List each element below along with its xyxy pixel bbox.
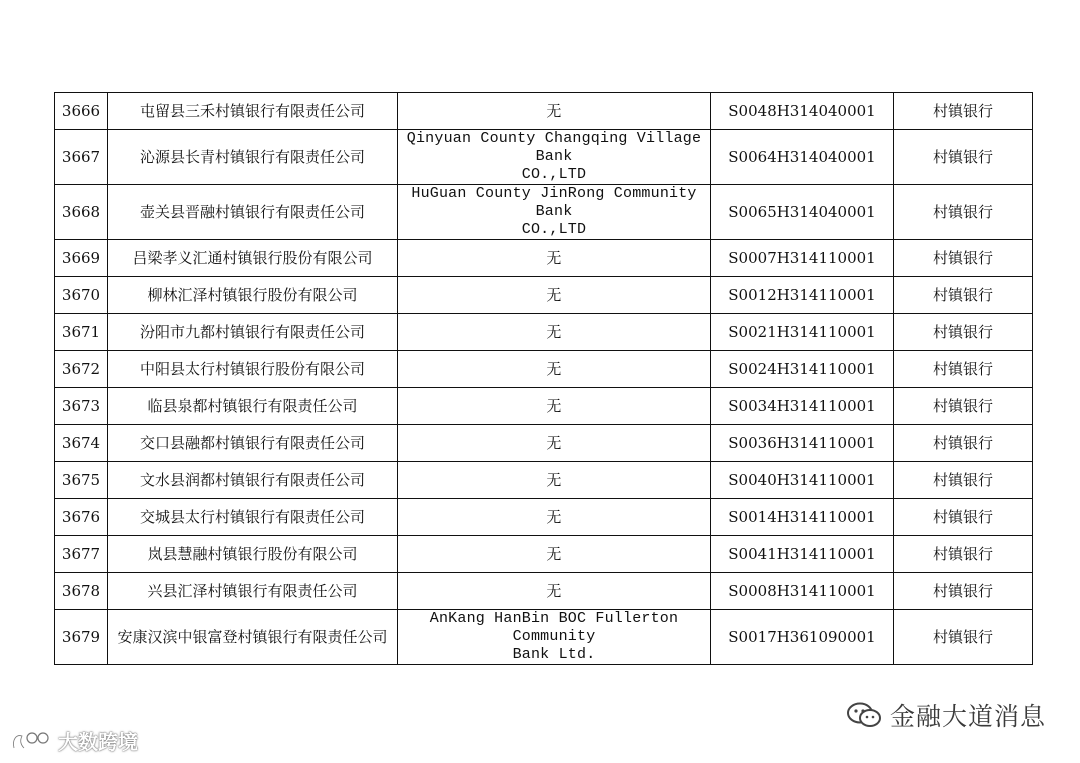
- table-row: [55, 536, 1033, 573]
- row-number-cell: 3678: [55, 573, 108, 610]
- institution-type-cell: 村镇银行: [894, 185, 1033, 240]
- english-name-line-1: 无: [546, 582, 562, 600]
- institution-type-cell: 村镇银行: [894, 277, 1033, 314]
- watermark-right: [844, 697, 1046, 733]
- chinese-name-cell: 中阳县太行村镇银行股份有限公司: [108, 351, 398, 388]
- institution-type-cell: 村镇银行: [894, 314, 1033, 351]
- institution-type-cell: 村镇银行: [894, 240, 1033, 277]
- table-row: [55, 425, 1033, 462]
- chinese-name-cell: 沁源县长青村镇银行有限责任公司: [108, 130, 398, 185]
- institution-type-cell: 村镇银行: [894, 351, 1033, 388]
- english-name-line-1: 无: [546, 471, 562, 489]
- english-name-line-1: 无: [546, 508, 562, 526]
- row-number-cell: 3679: [55, 610, 108, 665]
- row-number-cell: 3674: [55, 425, 108, 462]
- watermark-right-text: 金融大道消息: [889, 702, 1046, 731]
- chinese-name-cell: 壶关县晋融村镇银行有限责任公司: [108, 185, 398, 240]
- row-number-cell: 3677: [55, 536, 108, 573]
- table-row: [55, 314, 1033, 351]
- row-number-cell: 3673: [55, 388, 108, 425]
- institution-code-cell: S0007H314110001: [711, 240, 894, 277]
- institution-code-cell: S0048H314040001: [711, 93, 894, 130]
- english-name-cell: [398, 462, 711, 499]
- english-name-line-1: 无: [546, 249, 562, 267]
- chinese-name-cell: 安康汉滨中银富登村镇银行有限责任公司: [108, 610, 398, 665]
- english-name-line-2: CO.,LTD: [521, 221, 587, 238]
- institution-type-cell: 村镇银行: [894, 462, 1033, 499]
- row-number-cell: 3672: [55, 351, 108, 388]
- row-number-cell: 3666: [55, 93, 108, 130]
- table-row: [55, 462, 1033, 499]
- table-row: [55, 351, 1033, 388]
- english-name-cell: [398, 93, 711, 130]
- institution-type-cell: 村镇银行: [894, 93, 1033, 130]
- english-name-cell: [398, 240, 711, 277]
- row-number-cell: 3675: [55, 462, 108, 499]
- institution-code-cell: S0012H314110001: [711, 277, 894, 314]
- table-body: [55, 93, 1033, 665]
- institution-code-cell: S0017H361090001: [711, 610, 894, 665]
- english-name-cell: [398, 573, 711, 610]
- english-name-cell: [398, 277, 711, 314]
- chinese-name-cell: 吕梁孝义汇通村镇银行股份有限公司: [108, 240, 398, 277]
- bank-list-table: [54, 92, 1033, 665]
- english-name-line-1: Qinyuan County Changqing Village Bank: [406, 130, 702, 165]
- english-name-cell: [398, 536, 711, 573]
- row-number-cell: 3671: [55, 314, 108, 351]
- institution-code-cell: S0014H314110001: [711, 499, 894, 536]
- english-name-cell: [398, 610, 711, 665]
- watermark-left: [10, 726, 138, 755]
- chinese-name-cell: 汾阳市九都村镇银行有限责任公司: [108, 314, 398, 351]
- chinese-name-cell: 交口县融都村镇银行有限责任公司: [108, 425, 398, 462]
- english-name-line-1: 无: [546, 286, 562, 304]
- english-name-cell: [398, 425, 711, 462]
- english-name-cell: [398, 130, 711, 185]
- row-number-cell: 3676: [55, 499, 108, 536]
- chinese-name-cell: 文水县润都村镇银行有限责任公司: [108, 462, 398, 499]
- institution-code-cell: S0024H314110001: [711, 351, 894, 388]
- table-row: [55, 610, 1033, 665]
- table-row: [55, 185, 1033, 240]
- table-row: [55, 499, 1033, 536]
- english-name-line-1: 无: [546, 323, 562, 341]
- english-name-cell: [398, 351, 711, 388]
- english-name-line-1: 无: [546, 397, 562, 415]
- table-row: [55, 93, 1033, 130]
- table-row: [55, 240, 1033, 277]
- institution-code-cell: S0041H314110001: [711, 536, 894, 573]
- english-name-line-1: HuGuan County JinRong Community Bank: [411, 185, 697, 220]
- chinese-name-cell: 兴县汇泽村镇银行有限责任公司: [108, 573, 398, 610]
- wechat-icon: [844, 699, 884, 731]
- row-number-cell: 3670: [55, 277, 108, 314]
- english-name-cell: [398, 388, 711, 425]
- table-row: [55, 388, 1033, 425]
- english-name-cell: [398, 499, 711, 536]
- english-name-line-2: CO.,LTD: [521, 166, 587, 183]
- row-number-cell: 3669: [55, 240, 108, 277]
- institution-code-cell: S0065H314040001: [711, 185, 894, 240]
- institution-type-cell: 村镇银行: [894, 388, 1033, 425]
- english-name-line-1: 无: [546, 102, 562, 120]
- english-name-line-1: 无: [546, 434, 562, 452]
- institution-code-cell: S0034H314110001: [711, 388, 894, 425]
- institution-type-cell: 村镇银行: [894, 425, 1033, 462]
- institution-type-cell: 村镇银行: [894, 573, 1033, 610]
- institution-code-cell: S0040H314110001: [711, 462, 894, 499]
- institution-code-cell: S0064H314040001: [711, 130, 894, 185]
- watermark-left-text: 大数跨境: [58, 730, 138, 754]
- row-number-cell: 3668: [55, 185, 108, 240]
- english-name-line-1: AnKang HanBin BOC Fullerton Community: [429, 610, 679, 645]
- institution-type-cell: 村镇银行: [894, 610, 1033, 665]
- logo-icon: [10, 728, 54, 754]
- english-name-line-1: 无: [546, 545, 562, 563]
- chinese-name-cell: 柳林汇泽村镇银行股份有限公司: [108, 277, 398, 314]
- english-name-line-2: Bank Ltd.: [512, 646, 596, 663]
- institution-code-cell: S0021H314110001: [711, 314, 894, 351]
- institution-code-cell: S0036H314110001: [711, 425, 894, 462]
- chinese-name-cell: 岚县慧融村镇银行股份有限公司: [108, 536, 398, 573]
- english-name-cell: [398, 314, 711, 351]
- table-row: [55, 277, 1033, 314]
- row-number-cell: 3667: [55, 130, 108, 185]
- chinese-name-cell: 交城县太行村镇银行有限责任公司: [108, 499, 398, 536]
- english-name-line-1: 无: [546, 360, 562, 378]
- table-row: [55, 130, 1033, 185]
- institution-code-cell: S0008H314110001: [711, 573, 894, 610]
- chinese-name-cell: 屯留县三禾村镇银行有限责任公司: [108, 93, 398, 130]
- table-row: [55, 573, 1033, 610]
- institution-type-cell: 村镇银行: [894, 130, 1033, 185]
- chinese-name-cell: 临县泉都村镇银行有限责任公司: [108, 388, 398, 425]
- institution-type-cell: 村镇银行: [894, 536, 1033, 573]
- institution-type-cell: 村镇银行: [894, 499, 1033, 536]
- english-name-cell: [398, 185, 711, 240]
